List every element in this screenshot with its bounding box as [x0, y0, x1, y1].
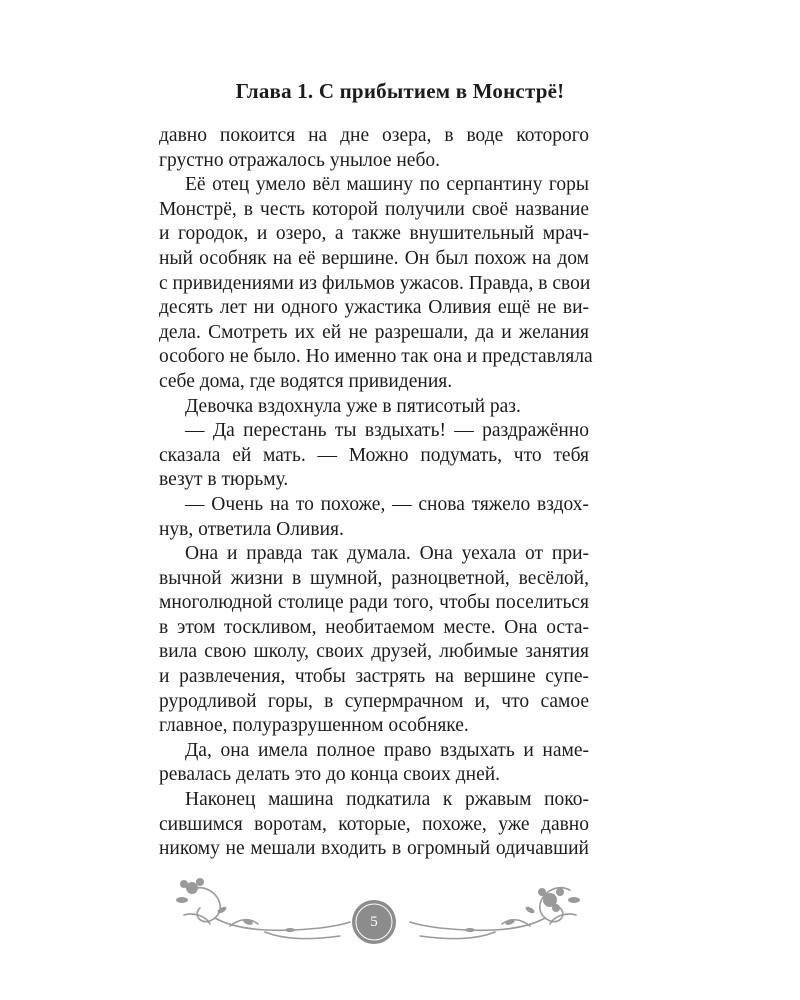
- text-line: в этом тоскливом, необитаемом месте. Она оста-: [159, 616, 589, 638]
- page-body-text: [159, 124, 593, 862]
- text-line: сказала ей мать. — Можно подумать, что тебя: [159, 444, 589, 466]
- text-line: вычной жизни в шумной, разноцветной, весёлой,: [159, 567, 589, 589]
- text-line: многолюдной столице ради того, чтобы поселиться: [159, 592, 589, 614]
- text-line: и городок, и озеро, а также внушительный мрач-: [159, 223, 589, 245]
- text-line: с привидениями из фильмов ужасов. Правда, в свои: [159, 272, 591, 294]
- text-line: себе дома, где водятся привидения.: [159, 370, 453, 392]
- text-line: десять лет ни одного ужастика Оливия ещё не ви-: [159, 297, 589, 319]
- text-line: Девочка вздохнула уже в пятисотый раз.: [185, 395, 521, 417]
- text-line: особого не было. Но именно так она и представляла: [159, 346, 593, 368]
- text-line: Монстрё, в честь которой получили своё название: [159, 198, 589, 220]
- text-line: Да, она имела полное право вздыхать и наме-: [185, 739, 589, 761]
- text-line: Наконец машина подкатила к ржавым поко-: [185, 789, 589, 811]
- text-line: Она и правда так думала. Она уехала от при-: [185, 543, 589, 565]
- text-line: главное, полуразрушенном особняке.: [159, 715, 469, 737]
- text-line: грустно отражалось унылое небо.: [159, 149, 440, 171]
- text-line: вила свою школу, своих друзей, любимые занятия: [159, 641, 589, 663]
- text-line: никому не мешали входить в огромный одичавший: [159, 838, 589, 860]
- text-line: ный особняк на её вершине. Он был похож на дом: [159, 247, 589, 269]
- text-line: дела. Смотреть их ей не разрешали, да и желания: [159, 321, 589, 343]
- text-line: — Очень на то похоже, — снова тяжело вздох-: [185, 493, 589, 515]
- text-line: нув, ответила Оливия.: [159, 518, 344, 540]
- text-line: руродливой горы, в супермрачном и, что самое: [159, 690, 589, 712]
- page-footer-ornament: [170, 870, 590, 970]
- text-line: Её отец умело вёл машину по серпантину горы: [185, 174, 589, 196]
- text-line: — Да перестань ты вздыхать! — раздражённо: [185, 420, 589, 442]
- text-line: везут в тюрьму.: [159, 469, 289, 491]
- text-line: сившимся воротам, которые, похоже, уже давно: [159, 813, 589, 835]
- page-number: 5: [370, 914, 378, 930]
- chapter-title: Глава 1. С прибытием в Монстрё!: [235, 79, 565, 103]
- text-line: и развлечения, чтобы застрять на вершине супе-: [159, 666, 589, 688]
- text-line: давно покоится на дне озера, в воде которого: [159, 125, 589, 146]
- text-line: ревалась делать это до конца своих дней.: [159, 764, 501, 786]
